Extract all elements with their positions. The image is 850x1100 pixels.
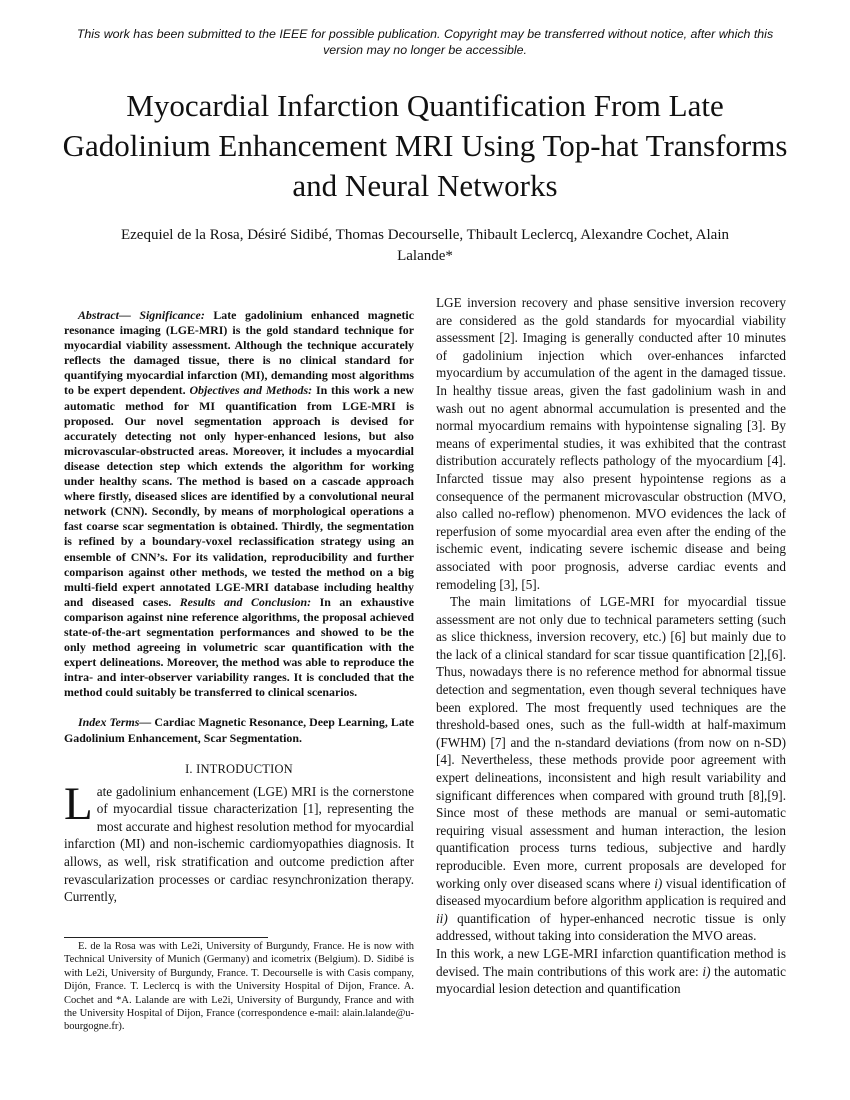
intro-paragraph-2-text-a: The main limitations of LGE-MRI for myocardial tissue assessment are not only due to technical parameters setting (such as slice thickness, inversion recovery, etc.) [6] but mainly due to the lack of a clinical standard for scar tissue quantification [2],[6]. Thus, nowadays there is no reference method for abnormal tissue detection and segmentation, even though several techniques have been explored. The most frequently used techniques are the threshold-based ones, such as the full-width at half-maximum (FWHM) [7] and the n-standard deviations (from now on n-SD) [4]. Nevertheless, these methods provide poor agreement with expert delineations, inconsistent and high result variability and significant differences when compared with ground truth [8],[9]. Since most of these methods are manual or semi-automatic requiring visual assessment and human interaction, the lesion quantification process turns tedious, subjective and hardly reproducible. Even more, current proposals are developed for working only over diseased scans where (436, 594, 786, 891)
section-heading-introduction: I. INTRODUCTION (185, 761, 293, 776)
index-terms (64, 715, 414, 745)
abstract-label: Abstract— Significance: (78, 308, 205, 322)
publication-notice: This work has been submitted to the IEEE for possible publication. Copyright may be transferred without notice, after which this version may no longer be accessible. (76, 27, 774, 57)
drop-cap: L (64, 777, 93, 830)
contribution-marker-i: i) (702, 963, 711, 979)
intro-paragraph-3-text-a: In this work, a new LGE-MRI infarction quantification method is devised. The main contributions of this work are: (436, 945, 786, 979)
index-terms-label: Index Terms— (78, 715, 152, 730)
abstract-objectives-label: Objectives and Methods: (189, 383, 313, 398)
left-column (64, 308, 414, 906)
intro-paragraph-2 (436, 593, 786, 945)
intro-paragraph-3-text-b: the automatic myocardial lesion detection and quantification (436, 963, 786, 997)
intro-paragraph-1 (64, 777, 414, 906)
paper-title: Myocardial Infarction Quantification From Late Gadolinium Enhancement MRI Using Top-hat Transforms and Neural Networks (62, 88, 788, 203)
intro-paragraph-1-text: ate gadolinium enhancement (LGE) MRI is the cornerstone of myocardial tissue characterization [1], representing the most accurate and highest resolution method for myocardial infarction (MI) and non-ischemic cardiomyopathies diagnosis. It allows, as well, risk stratification and outcome prediction after revascularization processes or cardiac resynchronization therapy. Currently, (64, 783, 414, 905)
abstract-significance: Late gadolinium enhanced magnetic resonance imaging (LGE-MRI) is the gold standard technique for myocardial viability assessment. Although the technique accurately reflects the damaged tissue, there is no clinical standard for quantifying myocardial infarction (MI), demanding most algorithms to be expert dependent. (64, 308, 415, 398)
author-list: Ezequiel de la Rosa, Désiré Sidibé, Thomas Decourselle, Thibault Leclercq, Alexandre Cochet, Alain Lalande* (120, 227, 729, 264)
abstract-results: In an exhaustive comparison against nine reference algorithms, the proposal achieved state-of-the-art segmentation performances and showed to be the only method agreeing in volumetric scar quantification with the expert delineations. Moreover, the method was able to reproduce the intra- and inter-observer variability ranges. It is concluded that the method could suitably be transferred to clinical scenarios. (64, 594, 414, 700)
intro-paragraph-1-continued: LGE inversion recovery and phase sensitive inversion recovery are considered as the gold standards for myocardial viability assessment [2]. Imaging is generally conducted after 10 minutes of gadolinium injection which over-enhances infarcted myocardium by accumulation of the agent in the damaged tissue. In healthy tissue areas, given the fast gadolinium wash in and wash out no agent abnormal accumulation is presented and the normal myocardium remains with hypointense signaling [3]. By means of experimental studies, it was exhibited that the contrast distribution accurately reflects pathology of the myocardium [4]. Infarcted tissue may also present hypointense regions as a consequence of the permanent microvascular obstruction (MVO, also called no-reflow) phenomenon. MVO evidences the lack of reperfusion of some myocardial area even after the ending of the ischemic event, indicating severe ischemic disease and being associated with poor prognosis, adverse cardiac events and remodeling [3], [5]. (436, 295, 786, 592)
abstract-results-label: Results and Conclusion: (179, 594, 312, 609)
abstract (64, 308, 414, 700)
list-marker-ii: ii) (436, 910, 448, 926)
list-marker-i: i) (654, 875, 663, 891)
intro-paragraph-2-text-b: visual identification of diseased myocardium before algorithm application is required and (436, 875, 786, 909)
index-terms-text: Cardiac Magnetic Resonance, Deep Learning, Late Gadolinium Enhancement, Scar Segmentation. (64, 715, 414, 745)
footnote-divider (64, 937, 268, 938)
intro-paragraph-2-text-c: quantification of hyper-enhanced necrotic tissue is only addressed, without taking into consideration the MVO areas. (436, 910, 786, 944)
intro-paragraph-3 (436, 945, 786, 998)
abstract-methods: In this work a new automatic method for MI quantification from LGE-MRI is proposed. Our novel segmentation approach is devised for accurately detecting not only hyper-enhanced lesions, but also microvascular-obstructed areas. Moreover, it includes a myocardial disease detection step which extends the algorithm for working under healthy scans. The method is based on a cascade approach where firstly, diseased slices are identified by a convolutional neural network (CNN). Secondly, by means of morphological operations a fast coarse scar segmentation is obtained. Thirdly, the segmentation is refined by a boundary-voxel reclassification strategy using an ensemble of CNN’s. For its validation, reproducibility and further comparison against other methods, we tested the method on a big multi-field expert annotated LGE-MRI database including healthy and diseased cases. (64, 383, 414, 609)
right-column (436, 294, 786, 998)
author-affiliation-footnote: E. de la Rosa was with Le2i, University of Burgundy, France. He is now with Technical University of Munich (Germany) and icometrix (Belgium). D. Sidibé is with Le2i, University of Burgundy, France. T. Decourselle is with Casis company, Dijón, France. T. Leclercq is with the University Hospital of Dijon, France. A. Cochet and *A. Lalande are with Le2i, University of Burgundy, France and with the University Hospital of Dijon, France (correspondence e-mail: alain.lalande@u-bourgogne.fr). (64, 941, 414, 1033)
